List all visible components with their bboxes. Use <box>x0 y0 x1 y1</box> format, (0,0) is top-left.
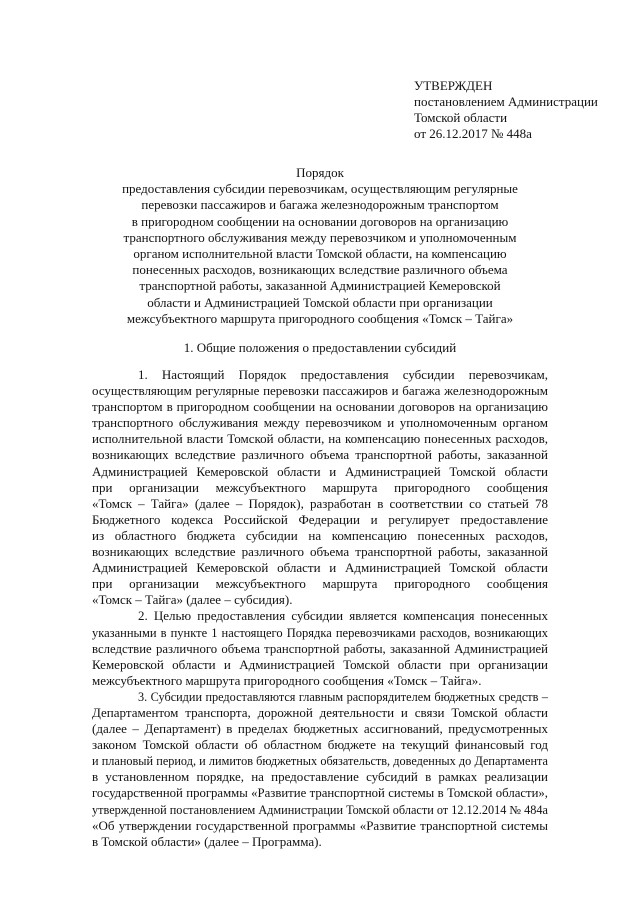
paragraph-line: и плановый период, и лимитов бюджетных обязательств, доведенных до Департамента <box>92 754 548 769</box>
approval-stamp <box>414 78 598 142</box>
paragraph-line: утвержденной постановлением Администрации Томской области от 12.12.2014 № 484а <box>92 802 548 817</box>
paragraph-line: транспортного обслуживания между перевозчиком и уполномоченным органом <box>92 415 548 431</box>
title-line: Порядок <box>296 165 344 180</box>
title-line: в пригородном сообщении на основании договоров на организацию <box>131 213 509 229</box>
paragraph-line: при организации межсубъектного маршрута пригородного сообщения <box>92 479 548 495</box>
paragraph-1 <box>92 367 548 608</box>
document-body <box>92 367 548 850</box>
title-line: предоставления субсидии перевозчикам, осуществляющим регулярные <box>122 181 518 197</box>
paragraph-line: «Томск – Тайга» (далее – субсидия). <box>92 592 293 608</box>
paragraph-line: (далее – Департамент) в пределах бюджетных ассигнований, предусмотренных <box>92 721 548 737</box>
paragraph-line: осуществляющим регулярные перевозки пассажиров и багажа железнодорожным <box>92 383 548 399</box>
approval-line: от 26.12.2017 № 448а <box>414 126 532 141</box>
paragraph-line: 1. Настоящий Порядок предоставления субсидии перевозчикам, <box>138 367 548 382</box>
paragraph-line: «Томск – Тайга» (далее – Порядок), разработан в соответствии со статьей 78 <box>92 495 548 511</box>
paragraph-line: Администрацией Кемеровской области и Администрацией Томской области <box>92 560 548 576</box>
paragraph-line: Администрацией Кемеровской области и Администрацией Томской области <box>92 463 548 479</box>
paragraph-line: возникающих вследствие различного объема транспортной работы, заказанной <box>92 447 548 463</box>
section-heading: 1. Общие положения о предоставлении субсидий <box>183 340 457 355</box>
title-line: транспортного обслуживания между перевозчиком и уполномоченным <box>123 229 517 245</box>
paragraph-line: 3. Субсидии предоставляются главным распорядителем бюджетных средств – <box>138 689 548 704</box>
paragraph-line: в установленном порядке, на предоставление субсидий в рамках реализации <box>92 769 548 785</box>
paragraph-line: законом Томской области об областном бюджете на текущий финансовый год <box>92 737 548 753</box>
approval-line: УТВЕРЖДЕН <box>414 78 493 93</box>
paragraph-line: Кемеровской области и Администрацией Томской области при организации <box>92 656 548 672</box>
approval-line: постановлением Администрации <box>414 94 598 109</box>
paragraph-line: вследствие различного объема транспортной работы, заказанной Администрацией <box>92 641 548 656</box>
paragraph-line: Департаментом транспорта, дорожной деятельности и связи Томской области <box>92 704 548 720</box>
paragraph-line: государственной программы «Развитие транспортной системы в Томской области», <box>92 786 548 801</box>
paragraph-line: в Томской области» (далее – Программа). <box>92 833 322 849</box>
paragraph-line: транспортом в пригородном сообщении на основании договоров на организацию <box>92 399 548 415</box>
document-title <box>92 165 548 327</box>
approval-line: Томской области <box>414 110 508 125</box>
title-line: межсубъектного маршрута пригородного сообщения «Томск – Тайга» <box>126 310 514 326</box>
paragraph-line: 2. Целью предоставления субсидии является компенсация понесенных <box>138 608 548 624</box>
paragraph-line: при организации межсубъектного маршрута пригородного сообщения <box>92 576 548 592</box>
paragraph-line: Бюджетного кодекса Российской Федерации и регулирует предоставление <box>92 511 548 527</box>
paragraph-line: исполнительной власти Томской области, на компенсацию понесенных расходов, <box>92 431 548 447</box>
title-line: транспортной работы, заказанной Администрацией Кемеровской <box>139 278 501 294</box>
title-line: перевозки пассажиров и багажа железнодорожным транспортом <box>141 197 499 213</box>
paragraph-3 <box>92 689 548 850</box>
paragraph-line: «Об утверждении государственной программы «Развитие транспортной системы <box>92 817 548 833</box>
paragraph-line: межсубъектного маршрута пригородного сообщения «Томск – Тайга». <box>92 672 482 688</box>
paragraph-line: из областного бюджета субсидии на компенсацию понесенных расходов, <box>92 527 548 543</box>
paragraph-line: возникающих вследствие различного объема транспортной работы, заказанной <box>92 544 548 560</box>
title-line: органом исполнительной власти Томской области, на компенсацию <box>133 246 507 262</box>
title-line: понесенных расходов, возникающих вследствие различного объема <box>132 262 508 278</box>
paragraph-line: указанными в пункте 1 настоящего Порядка перевозчиками расходов, возникающих <box>92 625 548 640</box>
title-line: области и Администрацией Томской области при организации <box>147 294 493 310</box>
paragraph-2 <box>92 608 548 688</box>
